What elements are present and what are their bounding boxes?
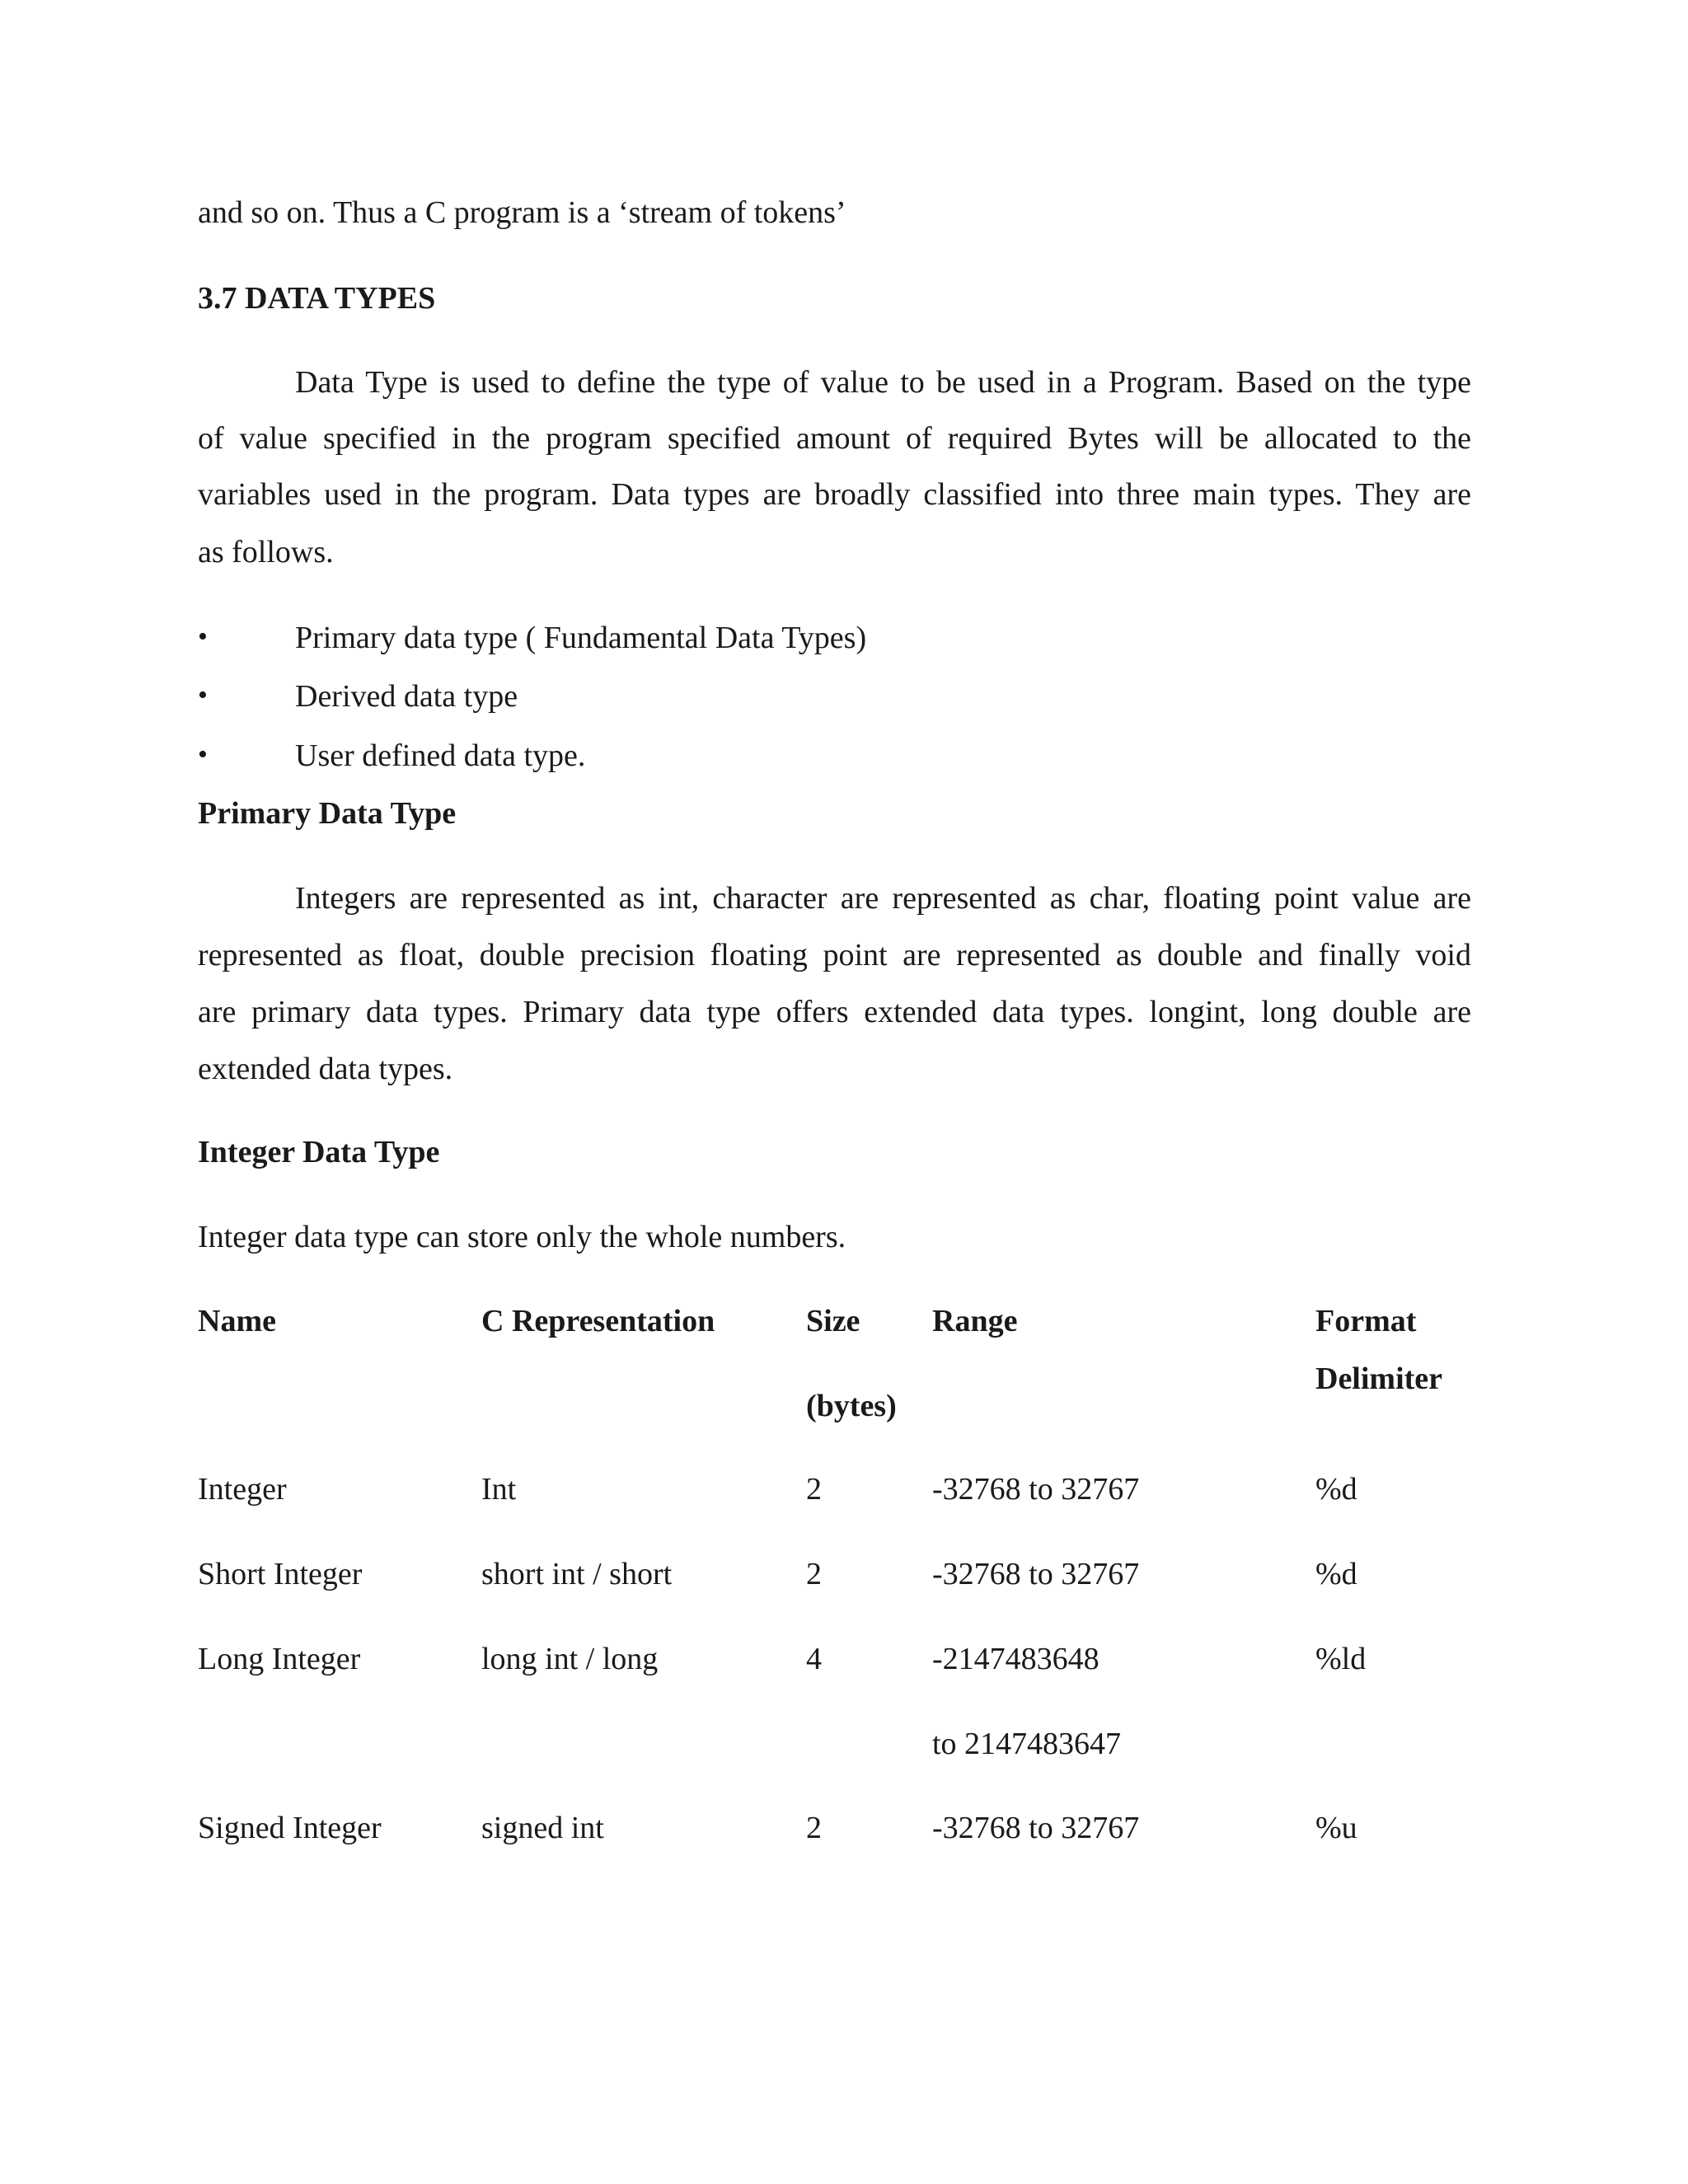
primary-heading: Primary Data Type (198, 796, 457, 831)
cell-format: %ld (1315, 1642, 1367, 1676)
header-delimiter: Delimiter (1315, 1361, 1443, 1396)
header-size-unit: (bytes) (806, 1389, 897, 1423)
header-c-representation: C Representation (481, 1304, 715, 1338)
header-size: Size (806, 1304, 860, 1338)
bullet-icon: • (198, 680, 208, 710)
bullet-icon: • (198, 739, 208, 770)
cell-name: Short Integer (198, 1557, 363, 1591)
paragraph-line: are primary data types. Primary data type offers extended data types. longint, long double are (198, 995, 1471, 1029)
cell-size: 2 (806, 1472, 822, 1507)
cell-range-continued: to 2147483647 (932, 1727, 1122, 1761)
cell-name: Signed Integer (198, 1811, 382, 1845)
cell-c-representation: signed int (481, 1811, 604, 1845)
list-item-text: Derived data type (295, 679, 518, 714)
intro-line: and so on. Thus a C program is a ‘stream of tokens’ (198, 195, 846, 230)
cell-format: %d (1315, 1557, 1357, 1591)
cell-format: %d (1315, 1472, 1357, 1507)
cell-size: 2 (806, 1811, 822, 1845)
integer-description: Integer data type can store only the whole numbers. (198, 1220, 846, 1254)
paragraph-line: extended data types. (198, 1052, 453, 1086)
cell-range: -32768 to 32767 (932, 1811, 1140, 1845)
cell-size: 2 (806, 1557, 822, 1591)
paragraph-line: Integers are represented as int, character are represented as char, floating point value are (295, 881, 1471, 916)
paragraph-line: as follows. (198, 535, 334, 569)
paragraph-line: variables used in the program. Data types are broadly classified into three main types. They are (198, 477, 1471, 512)
header-range: Range (932, 1304, 1018, 1338)
paragraph-line: represented as float, double precision floating point are represented as double and finally void (198, 938, 1471, 972)
cell-c-representation: Int (481, 1472, 517, 1507)
section-heading: 3.7 DATA TYPES (198, 281, 436, 316)
cell-range: -2147483648 (932, 1642, 1100, 1676)
cell-size: 4 (806, 1642, 822, 1676)
cell-name: Long Integer (198, 1642, 361, 1676)
header-format: Format (1315, 1304, 1417, 1338)
paragraph-line: of value specified in the program specified amount of required Bytes will be allocated to the (198, 421, 1471, 456)
bullet-icon: • (198, 621, 208, 652)
paragraph-line: Data Type is used to define the type of value to be used in a Program. Based on the type (295, 365, 1471, 400)
cell-name: Integer (198, 1472, 287, 1507)
cell-range: -32768 to 32767 (932, 1472, 1140, 1507)
cell-c-representation: short int / short (481, 1557, 673, 1591)
list-item-text: User defined data type. (295, 738, 586, 773)
integer-heading: Integer Data Type (198, 1135, 440, 1169)
list-item-text: Primary data type ( Fundamental Data Types) (295, 621, 867, 655)
cell-c-representation: long int / long (481, 1642, 659, 1676)
cell-range: -32768 to 32767 (932, 1557, 1140, 1591)
cell-format: %u (1315, 1811, 1357, 1845)
header-name: Name (198, 1304, 276, 1338)
